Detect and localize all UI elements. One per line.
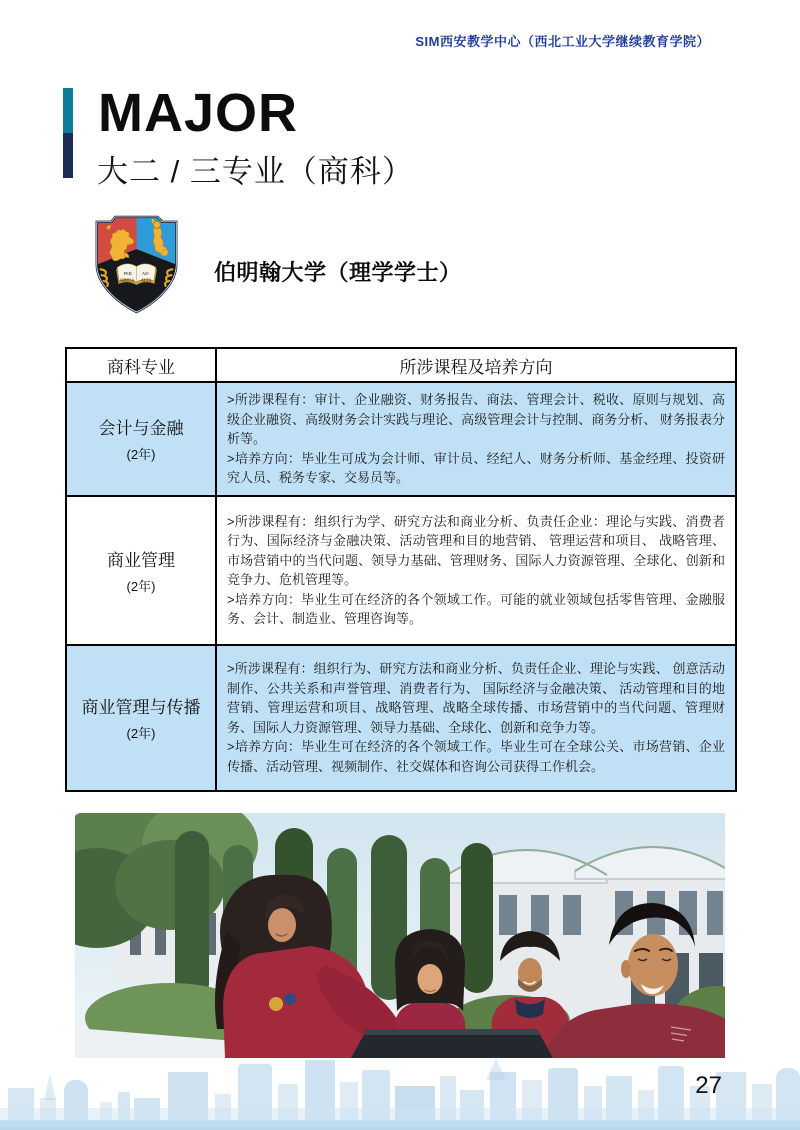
- major-cell: [66, 645, 216, 791]
- laptop: [351, 1029, 553, 1058]
- page-header: SIM西安教学中心（西北工业大学继续教育学院）: [415, 34, 710, 49]
- major-cell: [66, 496, 216, 645]
- table-row: [66, 645, 736, 791]
- major-name: 商业管理与传播: [81, 698, 201, 717]
- courses-cell: [216, 645, 736, 791]
- major-duration: (2年): [126, 447, 156, 463]
- career-description: >培养方向：毕业生可在经济的各个领域工作。毕业生可在全球公关、市场营销、企业传播、活动管理、视频制作、社交媒体和咨询公司获得工作机会。: [227, 739, 725, 774]
- career-description: >培养方向：毕业生可成为会计师、审计员、经纪人、财务分析师、基金经理、投资研究人员、税务专家、交易员等。: [227, 450, 725, 485]
- courses-cell: [216, 382, 736, 496]
- course-description: >所涉课程有：组织行为学、研究方法和商业分析、负责任企业：理论与实践、消费者行为、国际经济与金融决策、活动管理和目的地营销、 管理运营和项目、 战略管理、市场营销中的当代问题、领导力基础、管理财务、国际人力资源管理、全球化、创新和竞争力、危机管理等。: [227, 513, 725, 587]
- campus-photo: [75, 813, 725, 1058]
- crest-book: [116, 264, 157, 285]
- crest-motto-ad: AD: [142, 271, 149, 277]
- page-subtitle: 大二 / 三专业（商科）: [97, 154, 414, 189]
- crest-motto-ardua: ARDUA: [119, 277, 135, 283]
- footer-skyline: [0, 1058, 800, 1130]
- career-description: >培养方向：毕业生可在经济的各个领域工作。可能的就业领域包括零售管理、金融服务、会计、制造业、管理咨询等。: [227, 591, 725, 626]
- major-duration: (2年): [126, 726, 156, 741]
- crest-motto-alta: ALTA: [140, 277, 152, 283]
- major-cell: [66, 382, 216, 496]
- course-description: >所涉课程有：审计、企业融资、财务报告、商法、管理会计、税收、原则与规划、高级企业融资、高级财务会计实践与理论、高级管理会计与控制、商务分析、 财务报表分析等。: [227, 392, 725, 446]
- major-name: 会计与金融: [98, 419, 184, 439]
- major-name: 商业管理: [107, 550, 175, 570]
- courses-cell: [216, 496, 736, 645]
- page-title: MAJOR: [98, 83, 299, 143]
- title-accent-bar: [63, 88, 73, 178]
- accent-bar-teal: [63, 88, 73, 133]
- table-header-courses: 所涉课程及培养方向: [216, 348, 736, 382]
- program-table: [65, 347, 737, 792]
- major-duration: (2年): [126, 578, 156, 594]
- table-header-major: 商科专业: [66, 348, 216, 382]
- course-description: >所涉课程有：组织行为、研究方法和商业分析、负责任企业、理论与实践、 创意活动制作、公共关系和声誉管理、消费者行为、 国际经济与金融决策、 活动管理和目的地营销、管理运营和项目、战略管理、战略全球传播、市场营销中的当代问题、管理财务、国际人力资源管理、领导力基础、全球化、创新和竞争力等。: [227, 661, 725, 735]
- table-header-row: [66, 348, 736, 382]
- table-row: [66, 496, 736, 645]
- university-name: 伯明翰大学（理学学士）: [214, 260, 462, 285]
- accent-bar-navy: [63, 133, 73, 178]
- table-row: [66, 382, 736, 496]
- university-crest-icon: [88, 214, 185, 315]
- page-number: 27: [695, 1072, 722, 1099]
- crest-motto-per: PER: [123, 271, 132, 277]
